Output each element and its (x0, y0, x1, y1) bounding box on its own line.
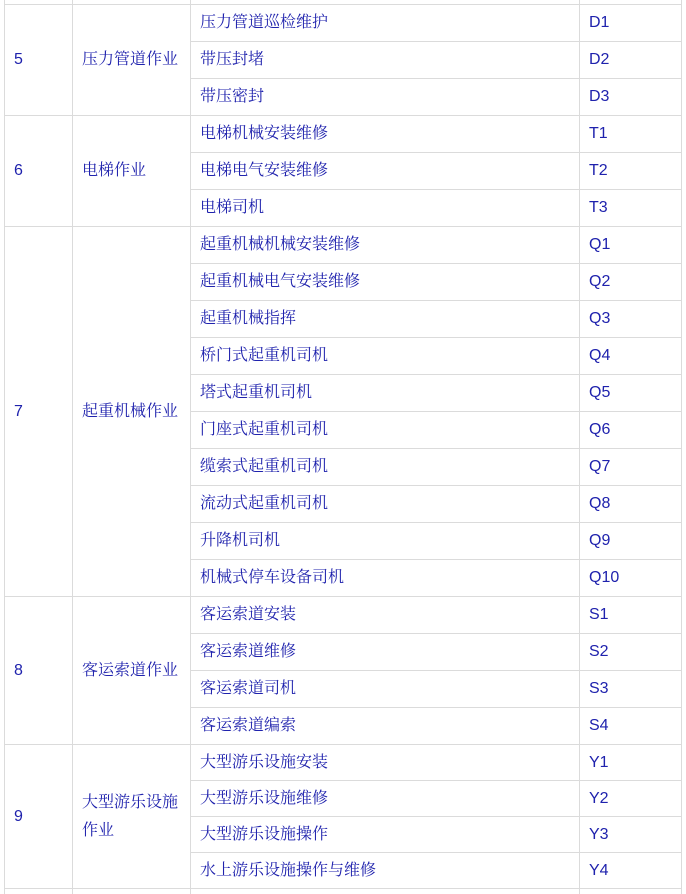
item-name-cell: 带压密封 (191, 79, 580, 116)
item-row (5, 597, 682, 634)
item-name-cell: 客运索道安装 (191, 597, 580, 634)
code-cell: Q10 (580, 560, 682, 597)
code-cell: Y1 (580, 745, 682, 781)
row-number-cell: 7 (5, 227, 73, 597)
code-cell: Q6 (580, 412, 682, 449)
code-cell: Y3 (580, 817, 682, 853)
item-name-cell: 缆索式起重机司机 (191, 449, 580, 486)
item-name-cell: 机械式停车设备司机 (191, 560, 580, 597)
code-cell: Q1 (580, 227, 682, 264)
item-name-cell: 起重机械机械安装维修 (191, 227, 580, 264)
code-cell: Q3 (580, 301, 682, 338)
empty-cell (73, 889, 191, 894)
table-body (5, 0, 682, 894)
code-cell: S3 (580, 671, 682, 708)
item-name-cell: 起重机械指挥 (191, 301, 580, 338)
item-row (5, 745, 682, 781)
code-cell: Q2 (580, 264, 682, 301)
category-cell: 大型游乐设施作业 (73, 745, 191, 889)
code-cell: Y2 (580, 781, 682, 817)
code-cell: T3 (580, 190, 682, 227)
item-name-cell: 起重机械电气安装维修 (191, 264, 580, 301)
item-name-cell: 门座式起重机司机 (191, 412, 580, 449)
code-cell: Y4 (580, 853, 682, 889)
code-cell: D3 (580, 79, 682, 116)
row-number-cell: 6 (5, 116, 73, 227)
row-number-cell: 5 (5, 5, 73, 116)
item-name-cell: 升降机司机 (191, 523, 580, 560)
item-name-cell: 流动式起重机司机 (191, 486, 580, 523)
item-row (5, 5, 682, 42)
item-name-cell: 桥门式起重机司机 (191, 338, 580, 375)
item-row (5, 116, 682, 153)
item-name-cell: 大型游乐设施操作 (191, 817, 580, 853)
item-name-cell: 塔式起重机司机 (191, 375, 580, 412)
item-name-cell: 压力管道巡检维护 (191, 5, 580, 42)
empty-cell (191, 889, 580, 894)
code-cell: T2 (580, 153, 682, 190)
item-name-cell: 电梯机械安装维修 (191, 116, 580, 153)
code-cell: T1 (580, 116, 682, 153)
category-cell: 电梯作业 (73, 116, 191, 227)
code-cell: D2 (580, 42, 682, 79)
item-name-cell: 带压封堵 (191, 42, 580, 79)
code-cell: Q5 (580, 375, 682, 412)
item-name-cell: 客运索道司机 (191, 671, 580, 708)
empty-cell (5, 889, 73, 894)
item-name-cell: 水上游乐设施操作与维修 (191, 853, 580, 889)
code-cell: S1 (580, 597, 682, 634)
row-number-cell: 8 (5, 597, 73, 745)
item-row (5, 227, 682, 264)
code-cell: S2 (580, 634, 682, 671)
item-name-cell: 电梯电气安装维修 (191, 153, 580, 190)
code-cell: Q8 (580, 486, 682, 523)
empty-cell (580, 889, 682, 894)
item-name-cell: 大型游乐设施维修 (191, 781, 580, 817)
special-operations-table (4, 0, 682, 894)
code-cell: Q4 (580, 338, 682, 375)
item-name-cell: 客运索道编索 (191, 708, 580, 745)
category-cell: 压力管道作业 (73, 5, 191, 116)
code-cell: Q9 (580, 523, 682, 560)
item-name-cell: 客运索道维修 (191, 634, 580, 671)
row-number-cell: 9 (5, 745, 73, 889)
code-cell: S4 (580, 708, 682, 745)
item-name-cell: 大型游乐设施安装 (191, 745, 580, 781)
category-cell: 客运索道作业 (73, 597, 191, 745)
category-cell: 起重机械作业 (73, 227, 191, 597)
item-name-cell: 电梯司机 (191, 190, 580, 227)
code-cell: D1 (580, 5, 682, 42)
code-cell: Q7 (580, 449, 682, 486)
clipped-row-bottom (5, 889, 682, 894)
